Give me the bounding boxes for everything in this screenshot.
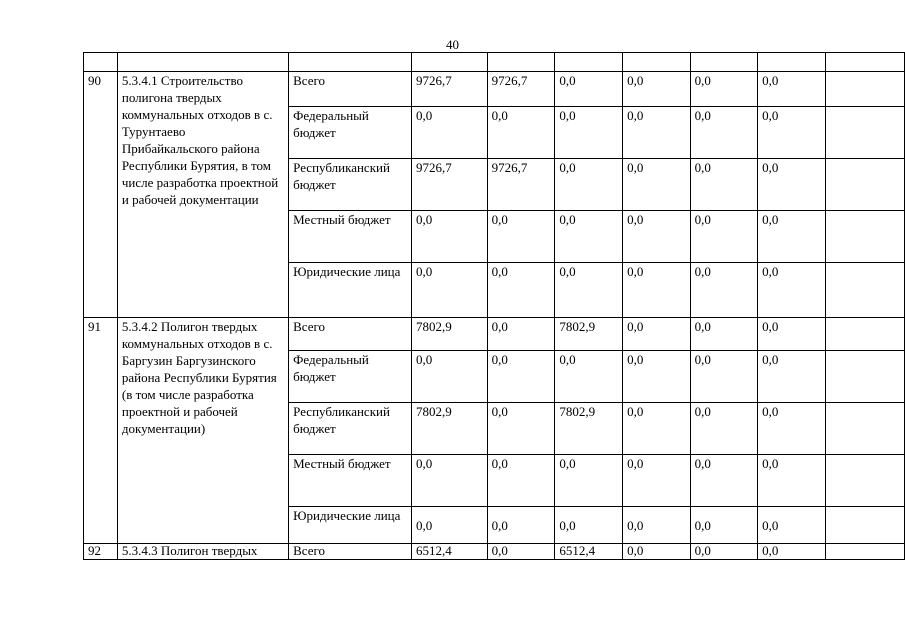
value-cell: 0,0 <box>623 107 691 159</box>
value-cell: 0,0 <box>487 263 555 318</box>
header-row <box>84 53 905 72</box>
value-cell: 0,0 <box>623 351 691 403</box>
value-cell: 0,0 <box>758 507 826 544</box>
value-cell: 6512,4 <box>411 544 487 560</box>
value-cell <box>825 507 904 544</box>
value-cell: 0,0 <box>555 72 623 107</box>
value-cell: 0,0 <box>758 211 826 263</box>
table-row <box>84 72 905 107</box>
row-number: 90 <box>84 72 118 318</box>
value-cell: 0,0 <box>758 318 826 351</box>
value-cell: 0,0 <box>758 159 826 211</box>
value-cell: 0,0 <box>555 507 623 544</box>
value-cell: 0,0 <box>411 211 487 263</box>
value-cell: 0,0 <box>555 107 623 159</box>
value-cell: 0,0 <box>411 263 487 318</box>
value-cell: 0,0 <box>487 455 555 507</box>
value-cell: 9726,7 <box>487 159 555 211</box>
value-cell: 0,0 <box>411 507 487 544</box>
value-cell: 0,0 <box>758 544 826 560</box>
value-cell: 0,0 <box>623 72 691 107</box>
row-number: 91 <box>84 318 118 544</box>
value-cell: 0,0 <box>623 455 691 507</box>
funding-source: Республиканский бюджет <box>289 403 412 455</box>
value-cell: 0,0 <box>555 263 623 318</box>
header-cell <box>623 53 691 72</box>
value-cell <box>825 544 904 560</box>
value-cell: 0,0 <box>758 72 826 107</box>
row-number: 92 <box>84 544 118 560</box>
value-cell <box>825 159 904 211</box>
budget-table <box>83 52 905 560</box>
value-cell: 0,0 <box>487 107 555 159</box>
value-cell: 0,0 <box>690 507 758 544</box>
value-cell: 0,0 <box>411 455 487 507</box>
value-cell: 0,0 <box>623 159 691 211</box>
header-cell <box>84 53 118 72</box>
header-cell <box>289 53 412 72</box>
value-cell: 0,0 <box>690 455 758 507</box>
value-cell <box>825 72 904 107</box>
value-cell <box>825 211 904 263</box>
value-cell: 0,0 <box>758 351 826 403</box>
value-cell: 7802,9 <box>411 403 487 455</box>
header-cell <box>487 53 555 72</box>
table-row <box>84 544 905 560</box>
value-cell: 0,0 <box>411 351 487 403</box>
funding-source: Федеральный бюджет <box>289 351 412 403</box>
value-cell: 0,0 <box>487 318 555 351</box>
value-cell: 0,0 <box>690 544 758 560</box>
header-cell <box>555 53 623 72</box>
value-cell: 0,0 <box>411 107 487 159</box>
value-cell <box>825 403 904 455</box>
value-cell: 0,0 <box>758 455 826 507</box>
value-cell: 7802,9 <box>555 403 623 455</box>
header-cell <box>690 53 758 72</box>
header-cell <box>758 53 826 72</box>
activity-description: 5.3.4.1 Строительство полигона твердых коммунальных отходов в с. Турунтаево Прибайкальского района Республики Бурятия, в том числе разработка проектной и рабочей документации <box>117 72 288 318</box>
value-cell <box>825 455 904 507</box>
value-cell: 7802,9 <box>411 318 487 351</box>
value-cell: 0,0 <box>555 455 623 507</box>
value-cell: 0,0 <box>690 263 758 318</box>
value-cell: 0,0 <box>690 351 758 403</box>
value-cell: 0,0 <box>623 318 691 351</box>
value-cell: 0,0 <box>555 159 623 211</box>
funding-source: Местный бюджет <box>289 211 412 263</box>
value-cell: 0,0 <box>690 72 758 107</box>
value-cell: 7802,9 <box>555 318 623 351</box>
header-cell <box>825 53 904 72</box>
value-cell: 0,0 <box>690 211 758 263</box>
value-cell <box>825 351 904 403</box>
table-body <box>84 53 905 560</box>
value-cell: 9726,7 <box>411 159 487 211</box>
header-cell <box>117 53 288 72</box>
value-cell: 0,0 <box>690 403 758 455</box>
funding-source: Всего <box>289 318 412 351</box>
funding-source: Республиканский бюджет <box>289 159 412 211</box>
value-cell: 0,0 <box>623 263 691 318</box>
value-cell: 0,0 <box>623 403 691 455</box>
value-cell: 0,0 <box>758 403 826 455</box>
value-cell: 9726,7 <box>487 72 555 107</box>
table-row <box>84 318 905 351</box>
value-cell: 0,0 <box>758 107 826 159</box>
value-cell <box>825 318 904 351</box>
value-cell: 0,0 <box>623 507 691 544</box>
value-cell: 0,0 <box>487 507 555 544</box>
header-cell <box>411 53 487 72</box>
page-number: 40 <box>446 37 459 52</box>
value-cell <box>825 263 904 318</box>
funding-source: Всего <box>289 72 412 107</box>
funding-source: Местный бюджет <box>289 455 412 507</box>
value-cell: 0,0 <box>487 544 555 560</box>
value-cell: 0,0 <box>690 159 758 211</box>
funding-source: Всего <box>289 544 412 560</box>
funding-source: Федеральный бюджет <box>289 107 412 159</box>
value-cell: 9726,7 <box>411 72 487 107</box>
value-cell: 0,0 <box>623 544 691 560</box>
value-cell: 0,0 <box>487 351 555 403</box>
value-cell: 0,0 <box>487 211 555 263</box>
value-cell: 0,0 <box>555 211 623 263</box>
funding-source: Юридические лица <box>289 507 412 544</box>
value-cell: 0,0 <box>690 318 758 351</box>
activity-description: 5.3.4.2 Полигон твердых коммунальных отходов в с. Баргузин Баргузинского района Республики Бурятия (в том числе разработка проектной и рабочей документации) <box>117 318 288 544</box>
value-cell: 0,0 <box>690 107 758 159</box>
value-cell <box>825 107 904 159</box>
value-cell: 0,0 <box>555 351 623 403</box>
value-cell: 0,0 <box>623 211 691 263</box>
value-cell: 0,0 <box>487 403 555 455</box>
value-cell: 0,0 <box>758 263 826 318</box>
activity-description: 5.3.4.3 Полигон твердых <box>117 544 288 560</box>
funding-source: Юридические лица <box>289 263 412 318</box>
value-cell: 6512,4 <box>555 544 623 560</box>
